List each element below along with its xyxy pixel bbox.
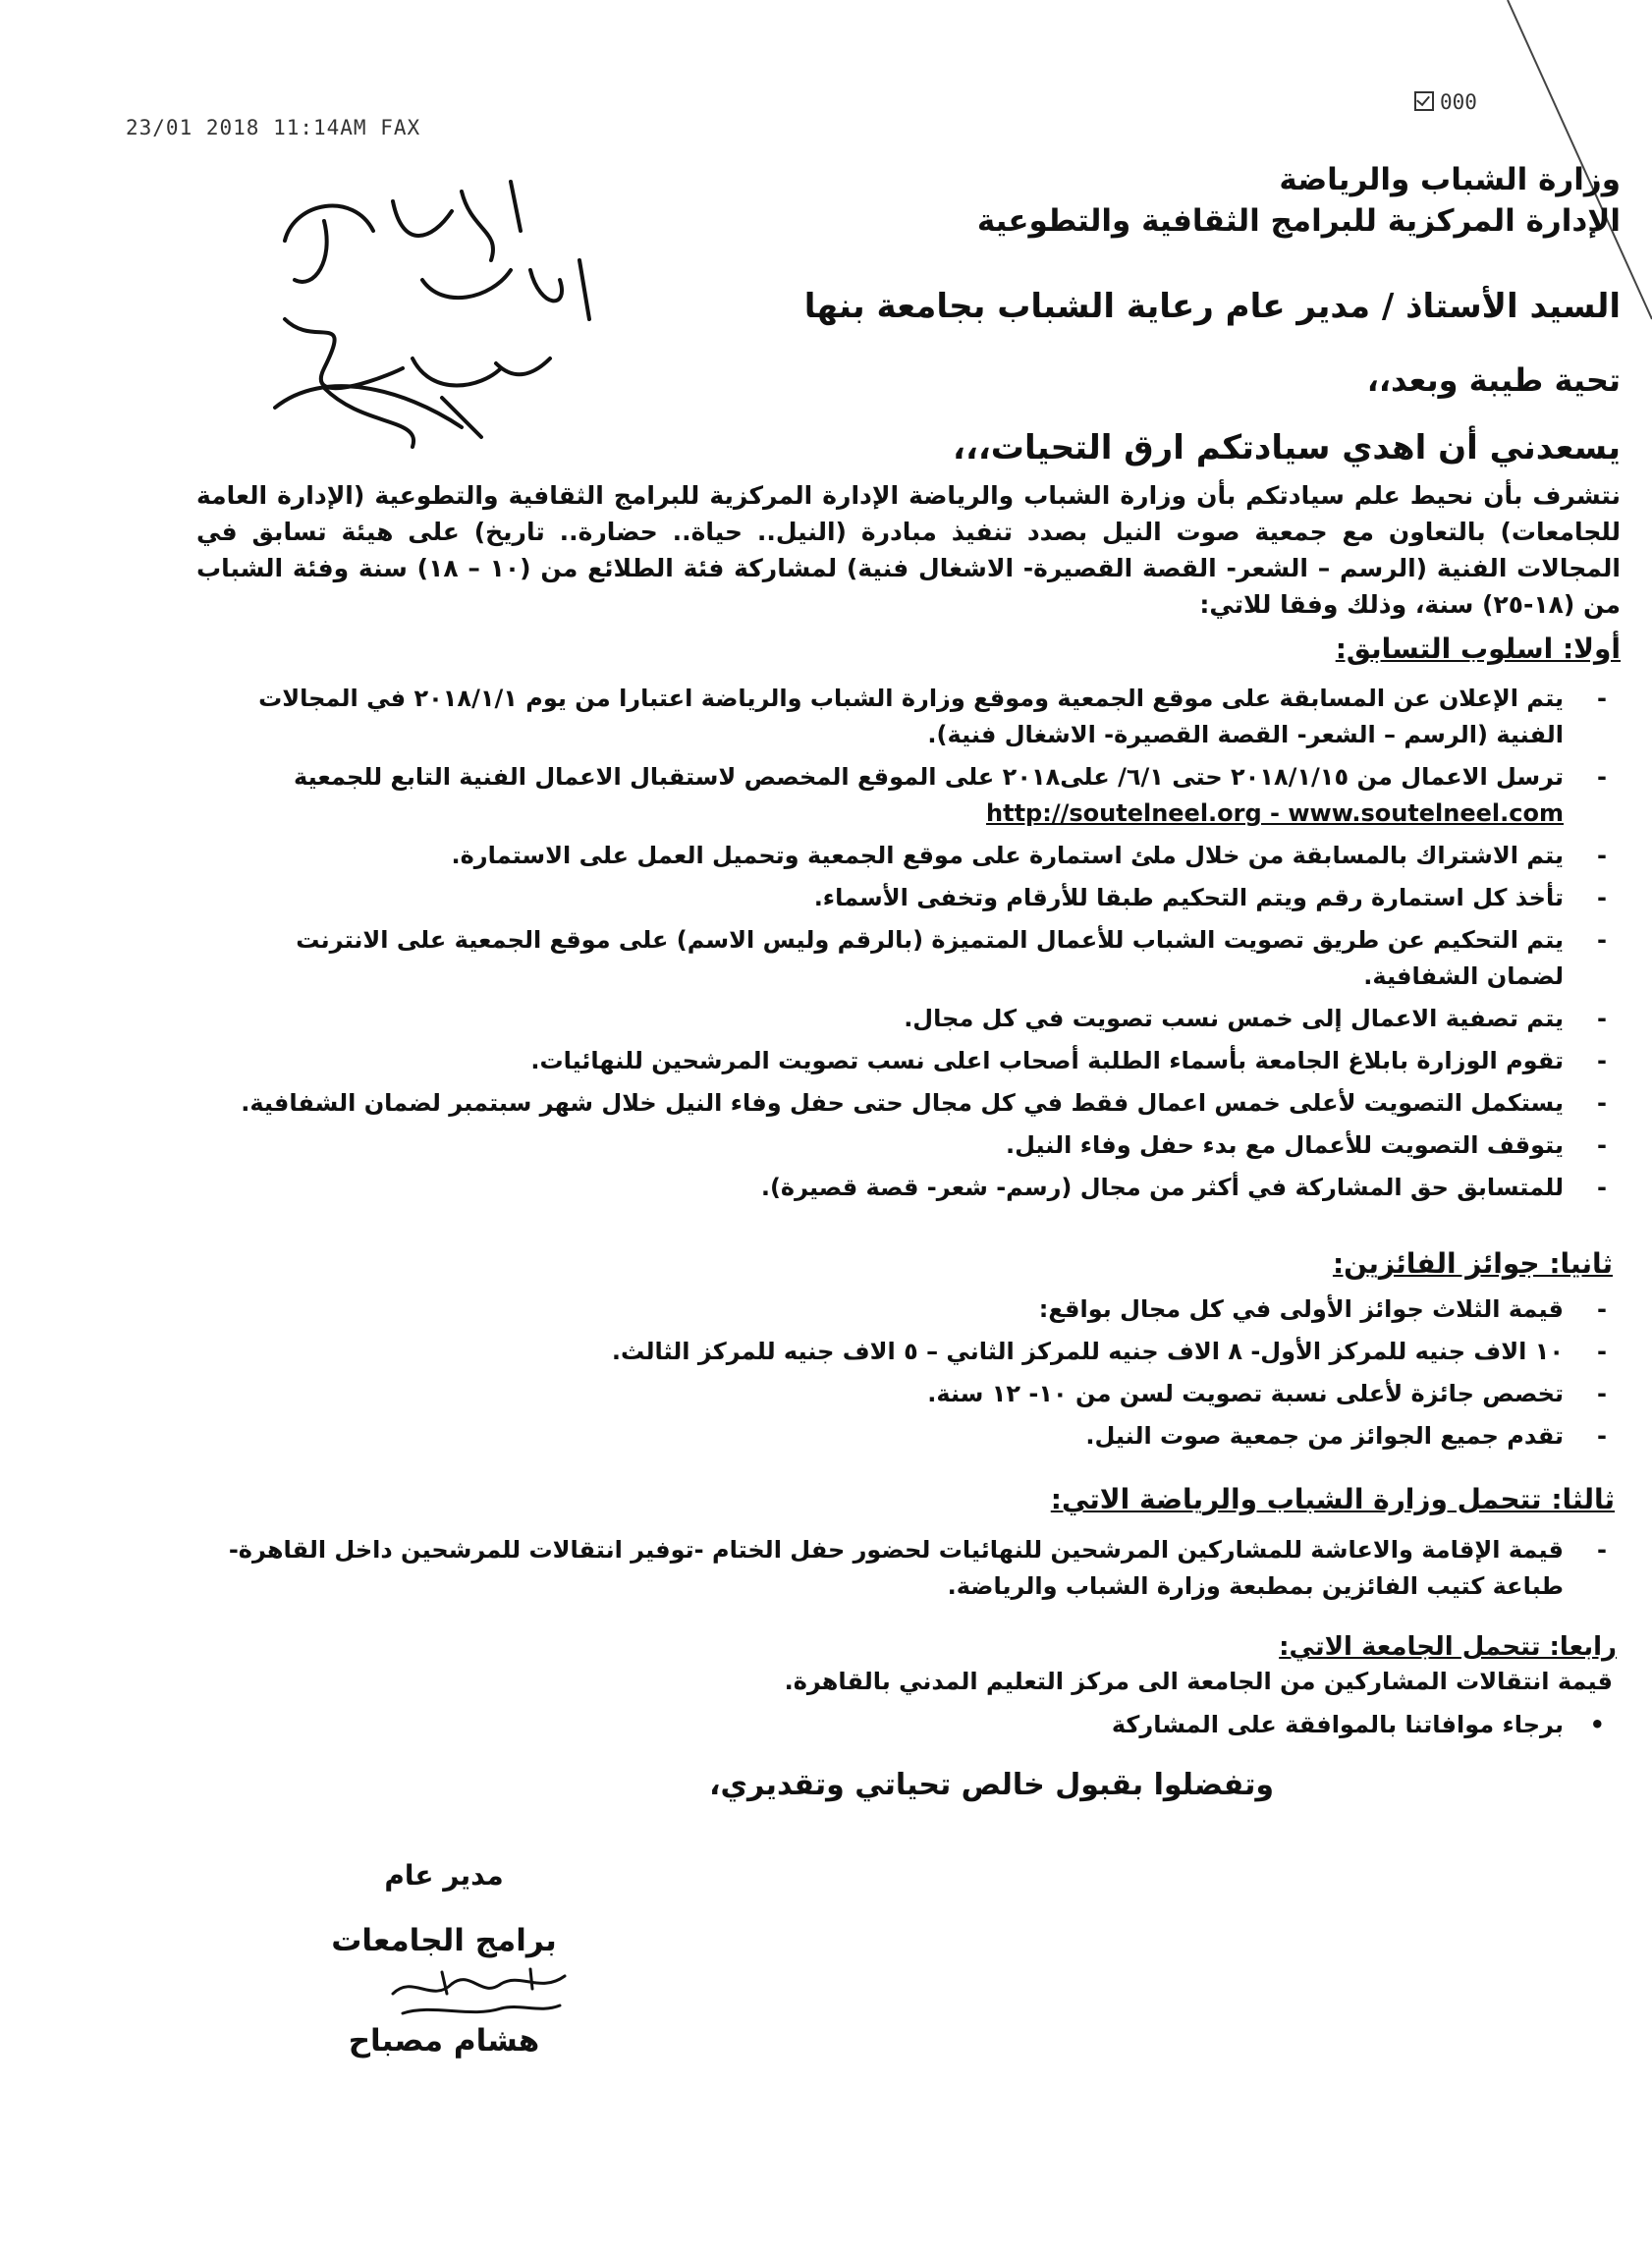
- list-item: - يستكمل التصويت لأعلى خمس اعمال فقط في كل مجال حتى حفل وفاء النيل خلال شهر سبتمبر لضمان الشفافية.: [226, 1085, 1621, 1122]
- opening-line: يسعدني أن اهدي سيادتكم ارق التحيات،،،: [953, 428, 1621, 467]
- list-item: - يتم تصفية الاعمال إلى خمس نسب تصويت في كل مجال.: [226, 1001, 1621, 1037]
- section-4-body: قيمة انتقالات المشاركين من الجامعة الى مركز التعليم المدني بالقاهرة.: [784, 1668, 1613, 1695]
- list-item: - للمتسابق حق المشاركة في أكثر من مجال (رسم- شعر- قصة قصيرة).: [226, 1170, 1621, 1206]
- fax-header: 23/01 2018 11:14AM FAX: [126, 116, 421, 139]
- section-4-list: [442, 1707, 1621, 1749]
- greeting: تحية طيبة وبعد،،: [1366, 361, 1621, 399]
- section-4-title: رابعا: تتحمل الجامعة الاتي:: [1279, 1632, 1617, 1662]
- section-1-list: [226, 681, 1621, 1212]
- ministry-name: وزارة الشباب والرياضة: [1279, 162, 1621, 197]
- website-links: http://soutelneel.org - www.soutelneel.com: [986, 799, 1564, 827]
- list-item: - يتوقف التصويت للأعمال مع بدء حفل وفاء النيل.: [226, 1127, 1621, 1164]
- list-item: - يتم التحكيم عن طريق تصويت الشباب للأعمال المتميزة (بالرقم وليس الاسم) على موقع الجمعية على الانترنت لضمان الشفافية.: [226, 922, 1621, 995]
- signer-name: هشام مصباح: [348, 2023, 540, 2059]
- list-item: - ١٠ الاف جنيه للمركز الأول- ٨ الاف جنيه للمركز الثاني – ٥ الاف جنيه للمركز الثالث.: [226, 1334, 1621, 1370]
- signer-department: برامج الجامعات: [331, 1923, 557, 1958]
- list-item: • برجاء موافاتنا بالموافقة على المشاركة: [442, 1707, 1621, 1743]
- addressee: السيد الأستاذ / مدير عام رعاية الشباب بجامعة بنها: [803, 287, 1621, 326]
- handwritten-signature: [383, 1964, 579, 2028]
- list-item: - قيمة الإقامة والاعاشة للمشاركين المرشحين للنهائيات لحضور حفل الختام -توفير انتقالات للمرشحين داخل القاهرة-طباعة كتيب الفائزين بمطبعة وزارة الشباب والرياضة.: [187, 1532, 1621, 1605]
- department-name: الإدارة المركزية للبرامج الثقافية والتطوعية: [976, 203, 1621, 239]
- list-item: - يتم الإعلان عن المسابقة على موقع الجمعية وموقع وزارة الشباب والرياضة اعتبارا من يوم ٢٠١٨/١/١ في المجالات الفنية (الرسم – الشعر- القصة القصيرة- الاشغال فنية).: [226, 681, 1621, 753]
- list-item: - تقدم جميع الجوائز من جمعية صوت النيل.: [226, 1418, 1621, 1455]
- signer-title: مدير عام: [384, 1859, 504, 1892]
- section-1-title: أولا: اسلوب التسابق:: [1335, 632, 1621, 665]
- list-item: - قيمة الثلاث جوائز الأولى في كل مجال بواقع:: [226, 1291, 1621, 1328]
- intro-paragraph: نتشرف بأن نحيط علم سيادتكم بأن وزارة الشباب والرياضة الإدارة المركزية للبرامج الثقافية والتطوعية (الإدارة العامة للجامعات) بالتعاون مع جمعية صوت النيل بصدد تنفيذ مبادرة (النيل.. حياة.. حضارة.. تاريخ) على هيئة تسابق في المجالات الفنية (الرسم – الشعر- القصة القصيرة- الاشغال فنية) لمشاركة فئة الطلائع من (١٠ – ١٨) سنة وفئة الشباب من (١٨-٢٥) سنة، وذلك وفقا للاتي:: [196, 481, 1622, 619]
- section-3-list: [187, 1532, 1621, 1611]
- section-3-title: ثالثا: تتحمل وزارة الشباب والرياضة الاتي:: [1050, 1483, 1615, 1515]
- handwritten-annotation: [265, 172, 619, 457]
- list-item: - تخصص جائزة لأعلى نسبة تصويت لسن من ١٠- ١٢ سنة.: [226, 1376, 1621, 1412]
- section-2-title: ثانيا: جوائز الفائزين:: [1332, 1247, 1613, 1280]
- list-item: - ترسل الاعمال من ٢٠١٨/١/١٥ حتى ٦/١/ على٢٠١٨ على الموقع المخصص لاستقبال الاعمال الفنية التابع للجمعية http://soutelneel.org - www.soutelneel.com: [226, 759, 1621, 832]
- section-2-list: [226, 1291, 1621, 1460]
- list-item: - تقوم الوزارة بابلاغ الجامعة بأسماء الطلبة أصحاب اعلى نسب تصويت المرشحين للنهائيات.: [226, 1043, 1621, 1079]
- closing-line: وتفضلوا بقبول خالص تحياتي وتقديري،: [709, 1768, 1274, 1802]
- page-counter-value: 000: [1440, 90, 1477, 114]
- list-item: - يتم الاشتراك بالمسابقة من خلال ملئ استمارة على موقع الجمعية وتحميل العمل على الاستمارة.: [226, 838, 1621, 874]
- list-item: - تأخذ كل استمارة رقم ويتم التحكيم طبقا للأرقام وتخفى الأسماء.: [226, 880, 1621, 916]
